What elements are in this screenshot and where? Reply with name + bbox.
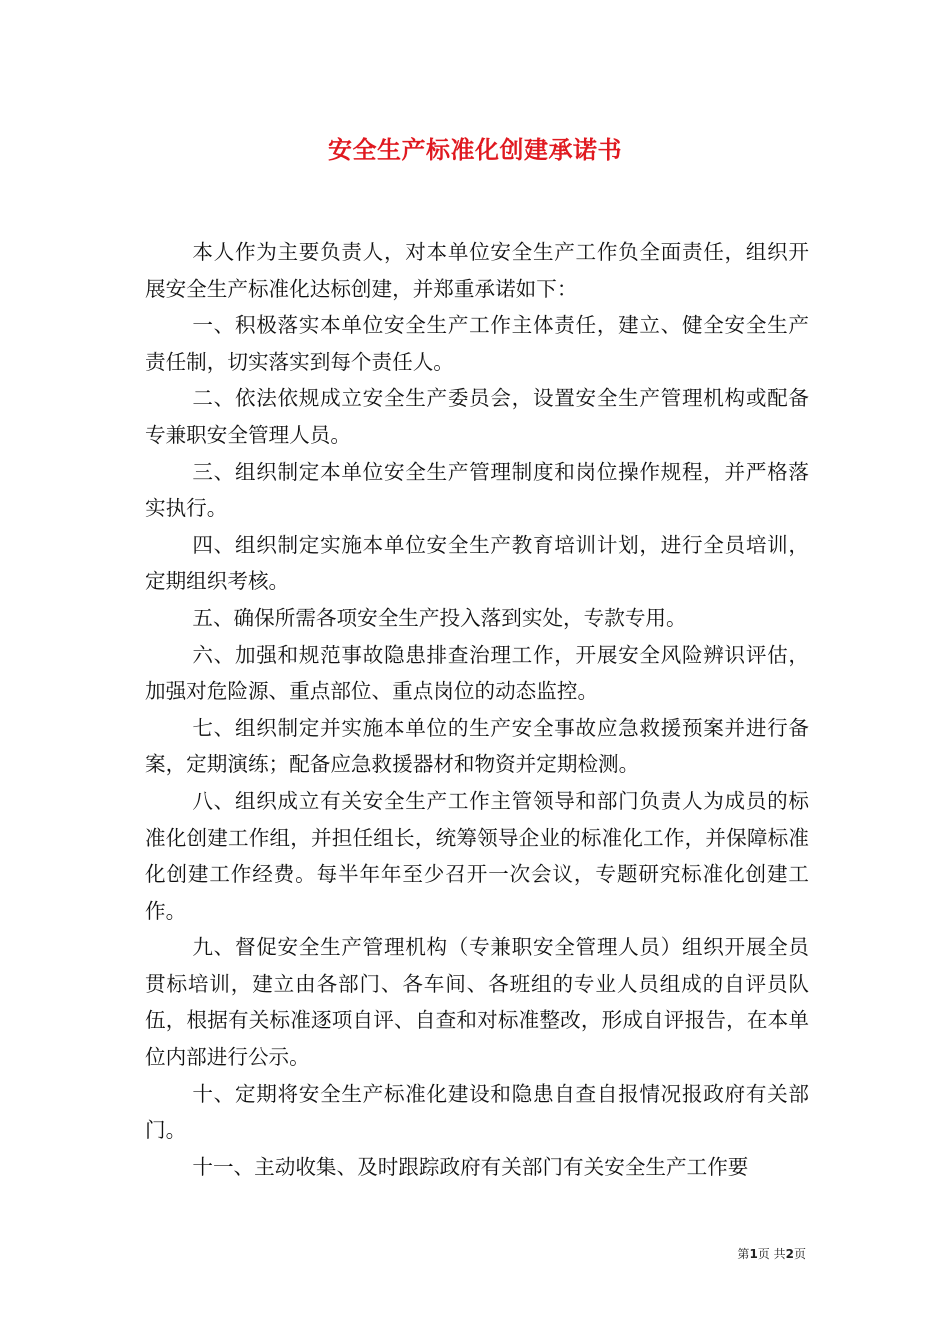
paragraph-item-1: 一、积极落实本单位安全生产工作主体责任，建立、健全安全生产责任制，切实落实到每个责任人。 bbox=[145, 313, 809, 374]
document-title: 安全生产标准化创建承诺书 bbox=[328, 136, 622, 164]
page-footer bbox=[737, 1245, 806, 1263]
document-body bbox=[145, 234, 809, 1185]
paragraph-item-2: 二、依法依规成立安全生产委员会，设置安全生产管理机构或配备专兼职安全管理人员。 bbox=[145, 386, 809, 447]
paragraph-item-6: 六、加强和规范事故隐患排查治理工作，开展安全风险辨识评估，加强对危险源、重点部位、重点岗位的动态监控。 bbox=[145, 642, 809, 704]
paragraph-item-3: 三、组织制定本单位安全生产管理制度和岗位操作规程，并严格落实执行。 bbox=[145, 459, 809, 521]
paragraph-item-11: 十一、主动收集、及时跟踪政府有关部门有关安全生产工作要 bbox=[192, 1154, 749, 1179]
paragraph-item-9: 九、督促安全生产管理机构（专兼职安全管理人员）组织开展全员贯标培训，建立由各部门、各车间、各班组的专业人员组成的自评员队伍，根据有关标准逐项自评、自查和对标准整改，形成自评报告，在本单位内部进行公示。 bbox=[145, 935, 809, 1070]
paragraph-item-8: 八、组织成立有关安全生产工作主管领导和部门负责人为成员的标准化创建工作组，并担任组长，统筹领导企业的标准化工作，并保障标准化创建工作经费。每半年年至少召开一次会议，专题研究标准化创建工作。 bbox=[145, 788, 809, 923]
footer-suffix: 页 bbox=[793, 1247, 806, 1261]
footer-prefix: 第 bbox=[737, 1247, 750, 1261]
footer-total-pages: 2 bbox=[785, 1247, 794, 1261]
paragraph-item-5: 五、确保所需各项安全生产投入落到实处，专款专用。 bbox=[192, 605, 687, 630]
footer-middle: 页 共 bbox=[757, 1247, 786, 1261]
paragraph-intro: 本人作为主要负责人，对本单位安全生产工作负全面责任，组织开展安全生产标准化达标创建，并郑重承诺如下： bbox=[145, 240, 809, 301]
paragraph-item-10: 十、定期将安全生产标准化建设和隐患自查自报情况报政府有关部门。 bbox=[145, 1081, 809, 1143]
paragraph-item-7: 七、组织制定并实施本单位的生产安全事故应急救援预案并进行备案，定期演练；配备应急救援器材和物资并定期检测。 bbox=[145, 715, 809, 777]
footer-page-number: 1 bbox=[749, 1247, 758, 1261]
paragraph-item-4: 四、组织制定实施本单位安全生产教育培训计划，进行全员培训，定期组织考核。 bbox=[145, 532, 809, 594]
